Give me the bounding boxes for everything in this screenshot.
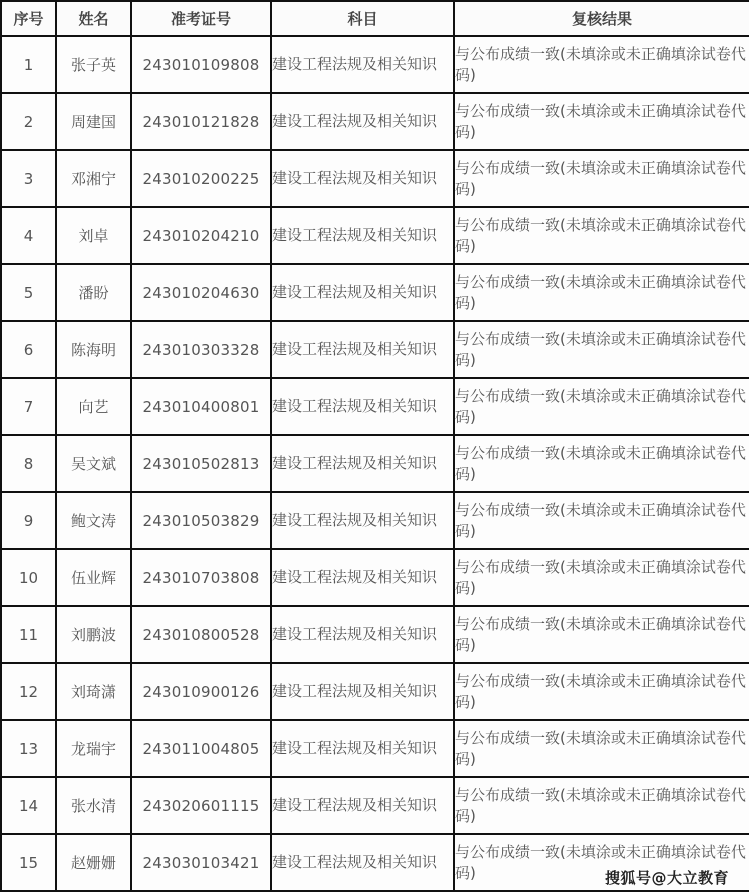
table-row	[1, 150, 749, 207]
header-name: 姓名	[56, 1, 131, 36]
cell-serial-no: 14	[1, 777, 56, 834]
cell-exam-id: 243010400801	[131, 378, 271, 435]
cell-name: 张水清	[56, 777, 131, 834]
cell-review-result: 与公布成绩一致(未填涂或未正确填涂试卷代码)	[454, 93, 749, 150]
cell-serial-no: 5	[1, 264, 56, 321]
watermark: 搜狐号@大立教育	[604, 869, 729, 887]
table-row	[1, 492, 749, 549]
table-row	[1, 549, 749, 606]
header-serial-no: 序号	[1, 1, 56, 36]
cell-name: 龙瑞宇	[56, 720, 131, 777]
table-row	[1, 777, 749, 834]
cell-subject: 建设工程法规及相关知识	[271, 321, 454, 378]
cell-name: 潘盼	[56, 264, 131, 321]
cell-serial-no: 13	[1, 720, 56, 777]
cell-review-result: 与公布成绩一致(未填涂或未正确填涂试卷代码)	[454, 435, 749, 492]
cell-serial-no: 3	[1, 150, 56, 207]
header-review-result: 复核结果	[454, 1, 749, 36]
cell-serial-no: 7	[1, 378, 56, 435]
cell-subject: 建设工程法规及相关知识	[271, 834, 454, 891]
cell-name: 周建国	[56, 93, 131, 150]
cell-subject: 建设工程法规及相关知识	[271, 492, 454, 549]
cell-exam-id: 243020601115	[131, 777, 271, 834]
cell-name: 陈海明	[56, 321, 131, 378]
cell-subject: 建设工程法规及相关知识	[271, 435, 454, 492]
cell-serial-no: 1	[1, 36, 56, 93]
cell-subject: 建设工程法规及相关知识	[271, 36, 454, 93]
cell-review-result: 与公布成绩一致(未填涂或未正确填涂试卷代码)	[454, 36, 749, 93]
cell-exam-id: 243010303328	[131, 321, 271, 378]
cell-name: 向艺	[56, 378, 131, 435]
cell-review-result: 与公布成绩一致(未填涂或未正确填涂试卷代码)	[454, 492, 749, 549]
cell-subject: 建设工程法规及相关知识	[271, 606, 454, 663]
table-row	[1, 663, 749, 720]
cell-review-result: 与公布成绩一致(未填涂或未正确填涂试卷代码)	[454, 150, 749, 207]
cell-exam-id: 243010200225	[131, 150, 271, 207]
cell-subject: 建设工程法规及相关知识	[271, 93, 454, 150]
cell-review-result: 与公布成绩一致(未填涂或未正确填涂试卷代码)	[454, 207, 749, 264]
cell-serial-no: 2	[1, 93, 56, 150]
cell-name: 伍业辉	[56, 549, 131, 606]
cell-serial-no: 9	[1, 492, 56, 549]
cell-exam-id: 243010502813	[131, 435, 271, 492]
cell-review-result: 与公布成绩一致(未填涂或未正确填涂试卷代码)	[454, 264, 749, 321]
cell-review-result: 与公布成绩一致(未填涂或未正确填涂试卷代码)	[454, 663, 749, 720]
cell-serial-no: 6	[1, 321, 56, 378]
cell-exam-id: 243011004805	[131, 720, 271, 777]
cell-exam-id: 243010109808	[131, 36, 271, 93]
cell-review-result: 与公布成绩一致(未填涂或未正确填涂试卷代码)	[454, 321, 749, 378]
table-row	[1, 207, 749, 264]
cell-name: 刘卓	[56, 207, 131, 264]
cell-name: 张子英	[56, 36, 131, 93]
cell-exam-id: 243010121828	[131, 93, 271, 150]
table-row	[1, 264, 749, 321]
cell-subject: 建设工程法规及相关知识	[271, 264, 454, 321]
cell-review-result: 与公布成绩一致(未填涂或未正确填涂试卷代码)	[454, 720, 749, 777]
cell-exam-id: 243010900126	[131, 663, 271, 720]
cell-review-result: 与公布成绩一致(未填涂或未正确填涂试卷代码)	[454, 777, 749, 834]
cell-review-result: 与公布成绩一致(未填涂或未正确填涂试卷代码)	[454, 378, 749, 435]
cell-serial-no: 10	[1, 549, 56, 606]
cell-review-result: 与公布成绩一致(未填涂或未正确填涂试卷代码)	[454, 549, 749, 606]
cell-name: 鲍文涛	[56, 492, 131, 549]
cell-exam-id: 243030103421	[131, 834, 271, 891]
cell-serial-no: 11	[1, 606, 56, 663]
header-exam-id: 准考证号	[131, 1, 271, 36]
table-row	[1, 606, 749, 663]
table-row	[1, 93, 749, 150]
table-row	[1, 321, 749, 378]
cell-name: 吴文斌	[56, 435, 131, 492]
cell-subject: 建设工程法规及相关知识	[271, 207, 454, 264]
cell-exam-id: 243010800528	[131, 606, 271, 663]
cell-serial-no: 15	[1, 834, 56, 891]
cell-subject: 建设工程法规及相关知识	[271, 720, 454, 777]
cell-name: 赵姗姗	[56, 834, 131, 891]
cell-subject: 建设工程法规及相关知识	[271, 150, 454, 207]
table-header-row	[1, 1, 749, 36]
header-subject: 科目	[271, 1, 454, 36]
table-row	[1, 378, 749, 435]
cell-serial-no: 4	[1, 207, 56, 264]
cell-exam-id: 243010503829	[131, 492, 271, 549]
cell-serial-no: 12	[1, 663, 56, 720]
cell-name: 邓湘宁	[56, 150, 131, 207]
cell-review-result: 与公布成绩一致(未填涂或未正确填涂试卷代码)	[454, 834, 749, 891]
table-row	[1, 36, 749, 93]
cell-subject: 建设工程法规及相关知识	[271, 663, 454, 720]
cell-name: 刘琦潇	[56, 663, 131, 720]
cell-exam-id: 243010204210	[131, 207, 271, 264]
cell-exam-id: 243010204630	[131, 264, 271, 321]
cell-subject: 建设工程法规及相关知识	[271, 777, 454, 834]
cell-review-result: 与公布成绩一致(未填涂或未正确填涂试卷代码)	[454, 606, 749, 663]
table-row	[1, 435, 749, 492]
cell-subject: 建设工程法规及相关知识	[271, 378, 454, 435]
cell-exam-id: 243010703808	[131, 549, 271, 606]
cell-name: 刘鹏波	[56, 606, 131, 663]
cell-serial-no: 8	[1, 435, 56, 492]
cell-subject: 建设工程法规及相关知识	[271, 549, 454, 606]
table-row	[1, 720, 749, 777]
